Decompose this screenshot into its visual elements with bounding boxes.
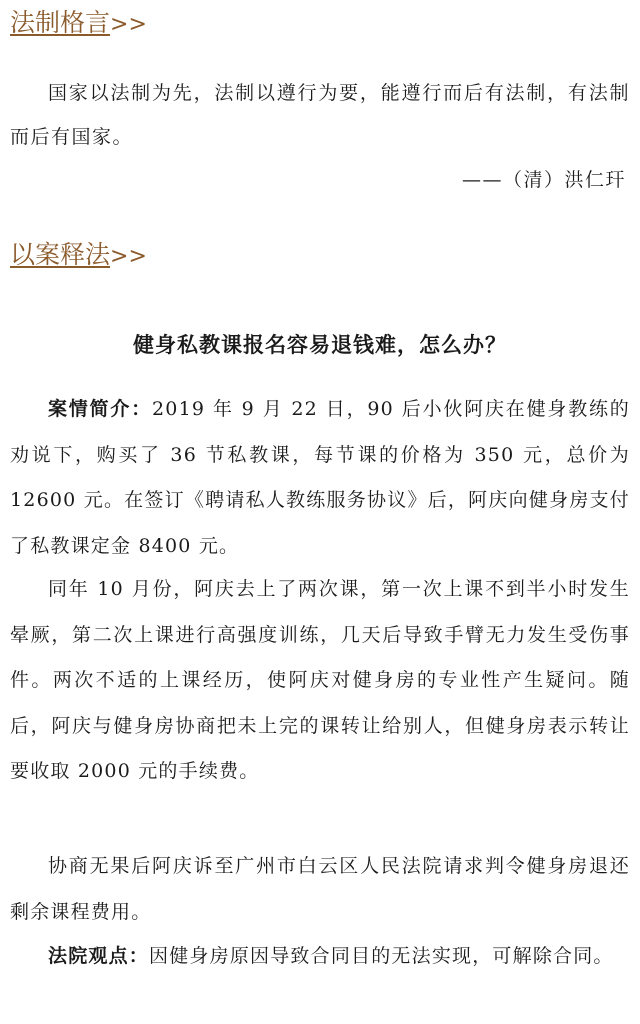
motto-section-heading (10, 6, 147, 42)
case-heading-text: 以案释法 (10, 240, 111, 269)
case-section-heading (10, 238, 147, 274)
court-opinion-label: 法院观点： (48, 945, 150, 967)
case-title: 健身私教课报名容易退钱难，怎么办？ (133, 333, 507, 357)
case-summary-text: 2019 年 9 月 22 日，90 后小伙阿庆在健身教练的劝说下，购买了 36 节私教课，每节课的价格为 350 元，总价为 12600 元。在签订《聘请私人教练服务协议》后，阿庆向健身房支付了私教课定金 8400 元。 (10, 398, 630, 557)
case-summary-paragraph (10, 387, 630, 569)
court-opinion-paragraph (10, 934, 630, 980)
case-heading-arrow: >> (110, 244, 147, 269)
motto-heading-text: 法制格言 (10, 8, 111, 37)
motto-quote: 国家以法制为先，法制以遵行为要，能遵行而后有法制，有法制而后有国家。 (10, 82, 630, 148)
court-opinion-text: 因健身房原因导致合同目的无法实现，可解除合同。 (149, 945, 614, 967)
case-summary-label: 案情简介： (48, 398, 152, 420)
case-lawsuit-paragraph: 协商无果后阿庆诉至广州市白云区人民法院请求判令健身房退还剩余课程费用。 (10, 855, 630, 923)
case-detail-paragraph: 同年 10 月份，阿庆去上了两次课，第一次上课不到半小时发生晕厥，第二次上课进行高强度训练，几天后导致手臂无力发生受伤事件。两次不适的上课经历，使阿庆对健身房的专业性产生疑问。随后，阿庆与健身房协商把未上完的课转让给别人，但健身房表示转让要收取 2000 元的手续费。 (10, 578, 630, 782)
motto-attribution: ——（清）洪仁玕 (461, 169, 626, 191)
motto-heading-arrow: >> (110, 12, 147, 37)
